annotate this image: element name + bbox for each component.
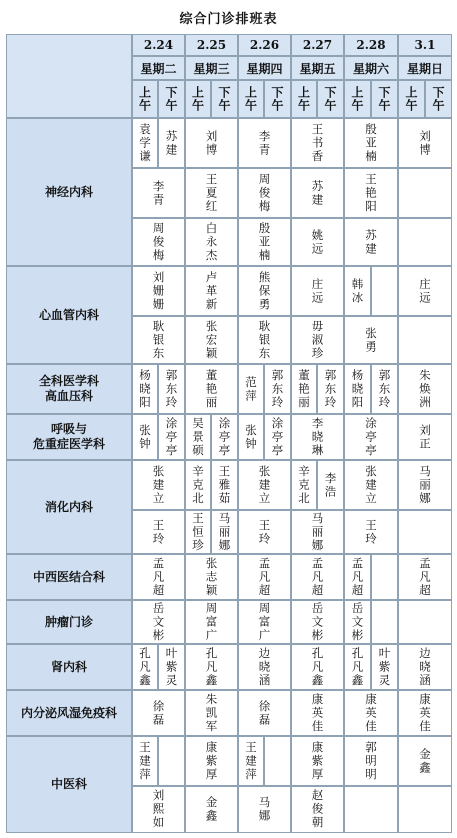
- doctor-cell: 耿银东: [132, 316, 185, 364]
- doctor-cell: 殷亚楠: [238, 218, 291, 266]
- doctor-cell: 孟凡超: [132, 554, 185, 600]
- doctor-cell: 徐磊: [238, 690, 291, 736]
- empty-cell: [398, 168, 452, 218]
- doctor-cell: 周富广: [185, 600, 238, 644]
- doctor-cell: 庄远: [291, 266, 344, 316]
- doctor-cell: 王书香: [291, 118, 344, 168]
- dept-cardiology: 心血管内科: [6, 266, 132, 364]
- doctor-cell: 张宏颖: [185, 316, 238, 364]
- pm-header: 下午: [317, 80, 344, 118]
- date-header: 3.1: [398, 34, 452, 56]
- doctor-cell: 刘博: [398, 118, 452, 168]
- doctor-cell: 张钟: [132, 414, 158, 460]
- empty-cell: [398, 600, 452, 644]
- doctor-cell: 王艳阳: [344, 168, 398, 218]
- pm-header: 下午: [371, 80, 398, 118]
- doctor-cell: 刘姗姗: [132, 266, 185, 316]
- doctor-cell: 马娜: [238, 786, 291, 833]
- doctor-cell: 郭东玲: [317, 364, 344, 414]
- doctor-cell: 朱凯军: [185, 690, 238, 736]
- doctor-cell: 张志颖: [185, 554, 238, 600]
- empty-cell: [398, 316, 452, 364]
- dept-endocrine: 内分泌风湿免疫科: [6, 690, 132, 736]
- doctor-cell: 王恒珍: [185, 510, 211, 554]
- doctor-cell: 孟凡超: [238, 554, 291, 600]
- am-header: 上午: [132, 80, 158, 118]
- doctor-cell: 王建萍: [238, 736, 264, 786]
- doctor-cell: 李浩: [317, 460, 344, 510]
- date-header: 2.25: [185, 34, 238, 56]
- weekday-header: 星期二: [132, 56, 185, 80]
- pm-header: 下午: [264, 80, 291, 118]
- doctor-cell: 张钟: [238, 414, 264, 460]
- doctor-cell: 杨晓阳: [344, 364, 371, 414]
- doctor-cell: 姚远: [291, 218, 344, 266]
- doctor-cell: 赵俊朝: [291, 786, 344, 833]
- empty-cell: [264, 736, 291, 786]
- empty-cell: [398, 510, 452, 554]
- dept-gastro: 消化内科: [6, 460, 132, 554]
- doctor-cell: 张建立: [238, 460, 291, 510]
- doctor-cell: 熊保勇: [238, 266, 291, 316]
- doctor-cell: 孟凡超: [291, 554, 344, 600]
- doctor-cell: 袁学谦: [132, 118, 158, 168]
- doctor-cell: 朱焕洲: [398, 364, 452, 414]
- empty-cell: [158, 736, 185, 786]
- am-header: 上午: [291, 80, 317, 118]
- doctor-cell: 金鑫: [398, 736, 452, 786]
- doctor-cell: 李青: [238, 118, 291, 168]
- dept-respiratory: 呼吸与 危重症医学科: [6, 414, 132, 460]
- doctor-cell: 韩冰: [344, 266, 371, 316]
- doctor-cell: 殷亚楠: [344, 118, 398, 168]
- dept-oncology: 肿瘤门诊: [6, 600, 132, 644]
- doctor-cell: 白永杰: [185, 218, 238, 266]
- doctor-cell: 李青: [132, 168, 185, 218]
- date-header: 2.26: [238, 34, 291, 56]
- empty-cell: [398, 218, 452, 266]
- doctor-cell: 康紫厚: [185, 736, 238, 786]
- doctor-cell: 王夏红: [185, 168, 238, 218]
- doctor-cell: 叶紫灵: [158, 644, 185, 690]
- doctor-cell: 康英佳: [344, 690, 398, 736]
- doctor-cell: 杨晓阳: [132, 364, 158, 414]
- doctor-cell: 孟凡超: [344, 554, 371, 600]
- doctor-cell: 岳文彬: [291, 600, 344, 644]
- empty-cell: [371, 554, 398, 600]
- doctor-cell: 郭明明: [344, 736, 398, 786]
- weekday-header: 星期日: [398, 56, 452, 80]
- doctor-cell: 周俊梅: [132, 218, 185, 266]
- page-title: 综合门诊排班表: [179, 12, 278, 27]
- doctor-cell: 范萍: [238, 364, 264, 414]
- weekday-header: 星期四: [238, 56, 291, 80]
- doctor-cell: 徐磊: [132, 690, 185, 736]
- doctor-cell: 孔凡鑫: [185, 644, 238, 690]
- weekday-header: 星期六: [344, 56, 398, 80]
- doctor-cell: 岳文彬: [132, 600, 185, 644]
- doctor-cell: 吴景硕: [185, 414, 211, 460]
- doctor-cell: 苏建: [291, 168, 344, 218]
- doctor-cell: 郭东玲: [264, 364, 291, 414]
- empty-cell: [371, 266, 398, 316]
- doctor-cell: 周俊梅: [238, 168, 291, 218]
- doctor-cell: 金鑫: [185, 786, 238, 833]
- doctor-cell: 孔凡鑫: [291, 644, 344, 690]
- doctor-cell: 董艳丽: [291, 364, 317, 414]
- doctor-cell: 王建萍: [132, 736, 158, 786]
- weekday-header: 星期五: [291, 56, 344, 80]
- doctor-cell: 郭东玲: [371, 364, 398, 414]
- doctor-cell: 刘正: [398, 414, 452, 460]
- doctor-cell: 岳文彬: [344, 600, 371, 644]
- doctor-cell: 苏建: [158, 118, 185, 168]
- doctor-cell: 康英佳: [291, 690, 344, 736]
- dept-nephrology: 肾内科: [6, 644, 132, 690]
- doctor-cell: 王雅茹: [211, 460, 238, 510]
- doctor-cell: 刘熙如: [132, 786, 185, 833]
- doctor-cell: 李晓琳: [291, 414, 344, 460]
- doctor-cell: 卢革新: [185, 266, 238, 316]
- doctor-cell: 涂亭亭: [264, 414, 291, 460]
- weekday-header: 星期三: [185, 56, 238, 80]
- date-header: 2.27: [291, 34, 344, 56]
- doctor-cell: 郭东玲: [158, 364, 185, 414]
- empty-cell: [371, 600, 398, 644]
- doctor-cell: 周富广: [238, 600, 291, 644]
- empty-cell: [344, 786, 398, 833]
- doctor-cell: 庄远: [398, 266, 452, 316]
- doctor-cell: 孔凡鑫: [344, 644, 371, 690]
- am-header: 上午: [185, 80, 211, 118]
- empty-cell: [398, 786, 452, 833]
- date-header: 2.28: [344, 34, 398, 56]
- doctor-cell: 边晓涵: [238, 644, 291, 690]
- doctor-cell: 刘博: [185, 118, 238, 168]
- doctor-cell: 马丽娜: [291, 510, 344, 554]
- doctor-cell: 王玲: [238, 510, 291, 554]
- doctor-cell: 王玲: [132, 510, 185, 554]
- doctor-cell: 边晓涵: [398, 644, 452, 690]
- schedule-table: [6, 34, 452, 833]
- doctor-cell: 孟凡超: [398, 554, 452, 600]
- pm-header: 下午: [158, 80, 185, 118]
- dept-tcm: 中医科: [6, 736, 132, 833]
- pm-header: 下午: [425, 80, 452, 118]
- doctor-cell: 马丽娜: [398, 460, 452, 510]
- doctor-cell: 张建立: [132, 460, 185, 510]
- am-header: 上午: [344, 80, 371, 118]
- doctor-cell: 辛克北: [185, 460, 211, 510]
- doctor-cell: 张勇: [344, 316, 398, 364]
- doctor-cell: 张建立: [344, 460, 398, 510]
- doctor-cell: 涂亭亭: [344, 414, 398, 460]
- doctor-cell: 马丽娜: [211, 510, 238, 554]
- am-header: 上午: [238, 80, 264, 118]
- corner-cell: [6, 34, 132, 118]
- dept-neurology: 神经内科: [6, 118, 132, 266]
- am-header: 上午: [398, 80, 425, 118]
- dept-integrative: 中西医结合科: [6, 554, 132, 600]
- doctor-cell: 毋淑珍: [291, 316, 344, 364]
- doctor-cell: 康英佳: [398, 690, 452, 736]
- doctor-cell: 涂亭亭: [158, 414, 185, 460]
- doctor-cell: 孔凡鑫: [132, 644, 158, 690]
- doctor-cell: 苏建: [344, 218, 398, 266]
- doctor-cell: 耿银东: [238, 316, 291, 364]
- doctor-cell: 董艳丽: [185, 364, 238, 414]
- date-header: 2.24: [132, 34, 185, 56]
- pm-header: 下午: [211, 80, 238, 118]
- dept-general-hypertension: 全科医学科 高血压科: [6, 364, 132, 414]
- doctor-cell: 涂亭亭: [211, 414, 238, 460]
- doctor-cell: 叶紫灵: [371, 644, 398, 690]
- doctor-cell: 王玲: [344, 510, 398, 554]
- doctor-cell: 康紫厚: [291, 736, 344, 786]
- doctor-cell: 辛克北: [291, 460, 317, 510]
